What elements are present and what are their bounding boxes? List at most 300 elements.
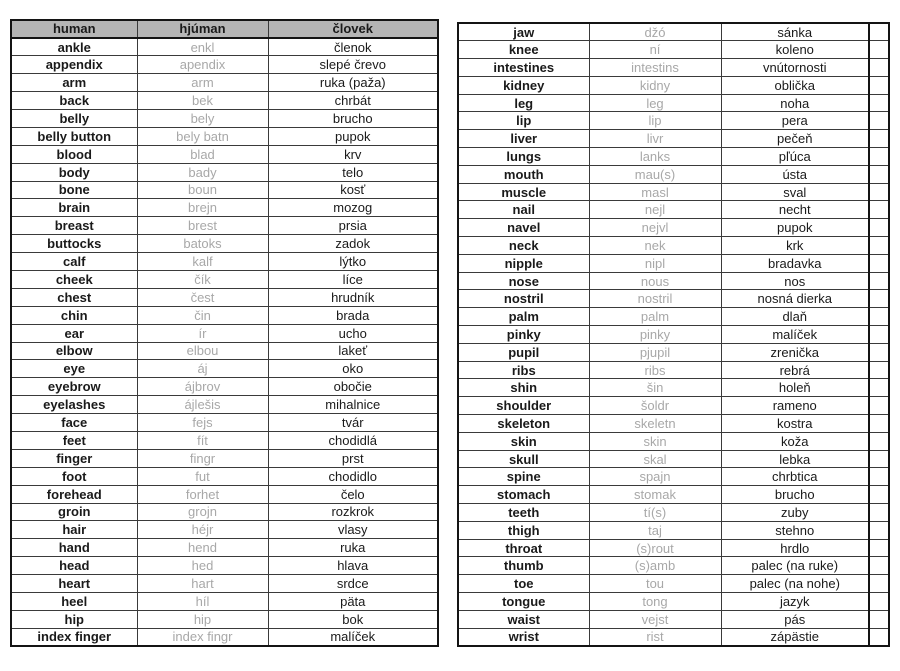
english-word-cell: navel (458, 219, 589, 237)
table-row (458, 94, 889, 112)
slovak-word-cell: rameno (721, 397, 869, 415)
table-row (458, 450, 889, 468)
phonetic-cell: čík (137, 270, 268, 288)
empty-cell (869, 94, 889, 112)
slovak-word-cell: hlava (268, 557, 438, 575)
slovak-word-cell: sánka (721, 23, 869, 41)
table-row (458, 539, 889, 557)
slovak-word-cell: nos (721, 272, 869, 290)
table-row (458, 610, 889, 628)
slovak-word-cell: chrbát (268, 92, 438, 110)
table-row (11, 628, 438, 646)
phonetic-cell: index fingr (137, 628, 268, 646)
table-row (458, 272, 889, 290)
phonetic-cell: bely batn (137, 127, 268, 145)
phonetic-cell: pinky (589, 326, 721, 344)
table-row (11, 557, 438, 575)
phonetic-cell: elbou (137, 342, 268, 360)
slovak-word-cell: srdce (268, 575, 438, 593)
table-row (11, 610, 438, 628)
table-row (458, 183, 889, 201)
english-word-cell: belly (11, 109, 137, 127)
english-word-cell: stomach (458, 486, 589, 504)
table-row (11, 449, 438, 467)
table-row (11, 235, 438, 253)
english-word-cell: skin (458, 432, 589, 450)
english-word-cell: hand (11, 539, 137, 557)
table-row (458, 593, 889, 611)
phonetic-cell: pjupil (589, 343, 721, 361)
table-row (11, 181, 438, 199)
table-row (11, 163, 438, 181)
empty-cell (869, 290, 889, 308)
table-row (458, 415, 889, 433)
phonetic-cell: ájlešis (137, 396, 268, 414)
phonetic-cell: čin (137, 306, 268, 324)
english-word-cell: forehead (11, 485, 137, 503)
phonetic-cell: héjr (137, 521, 268, 539)
empty-cell (869, 112, 889, 130)
slovak-word-cell: koža (721, 432, 869, 450)
phonetic-cell: enkl (137, 38, 268, 56)
table-row (458, 23, 889, 41)
english-word-cell: liver (458, 130, 589, 148)
phonetic-cell: boun (137, 181, 268, 199)
slovak-word-cell: necht (721, 201, 869, 219)
english-word-cell: skull (458, 450, 589, 468)
english-word-cell: pupil (458, 343, 589, 361)
slovak-word-cell: hrudník (268, 288, 438, 306)
table-row (458, 379, 889, 397)
table-row (458, 219, 889, 237)
slovak-word-cell: prsia (268, 217, 438, 235)
english-word-cell: thumb (458, 557, 589, 575)
empty-cell (869, 254, 889, 272)
slovak-word-cell: vnútornosti (721, 59, 869, 77)
table-row (11, 431, 438, 449)
phonetic-cell: kalf (137, 253, 268, 271)
slovak-word-cell: brada (268, 306, 438, 324)
english-word-cell: buttocks (11, 235, 137, 253)
table-row (458, 59, 889, 77)
table-row (11, 503, 438, 521)
slovak-word-cell: ucho (268, 324, 438, 342)
slovak-word-cell: zápästie (721, 628, 869, 646)
phonetic-cell: ír (137, 324, 268, 342)
vocabulary-table-left (10, 19, 439, 647)
empty-cell (869, 23, 889, 41)
table-row (458, 504, 889, 522)
english-word-cell: tongue (458, 593, 589, 611)
table-row (458, 326, 889, 344)
table-row (458, 468, 889, 486)
phonetic-cell: forhet (137, 485, 268, 503)
slovak-word-cell: lakeť (268, 342, 438, 360)
english-word-cell: cheek (11, 270, 137, 288)
slovak-word-cell: prst (268, 449, 438, 467)
slovak-word-cell: zuby (721, 504, 869, 522)
english-word-cell: heart (11, 575, 137, 593)
phonetic-cell: batoks (137, 235, 268, 253)
english-word-cell: spine (458, 468, 589, 486)
slovak-word-cell: čelo (268, 485, 438, 503)
empty-cell (869, 201, 889, 219)
table-row (11, 199, 438, 217)
table-row (458, 290, 889, 308)
slovak-word-cell: koleno (721, 41, 869, 59)
phonetic-cell: lip (589, 112, 721, 130)
english-word-cell: leg (458, 94, 589, 112)
slovak-word-cell: pera (721, 112, 869, 130)
slovak-word-cell: zadok (268, 235, 438, 253)
empty-cell (869, 183, 889, 201)
slovak-word-cell: pupok (268, 127, 438, 145)
english-word-cell: eyebrow (11, 378, 137, 396)
table-row (458, 254, 889, 272)
slovak-word-cell: malíček (721, 326, 869, 344)
phonetic-cell: intestins (589, 59, 721, 77)
slovak-word-cell: dlaň (721, 308, 869, 326)
english-word-cell: throat (458, 539, 589, 557)
table-row (11, 324, 438, 342)
empty-cell (869, 468, 889, 486)
slovak-word-cell: lebka (721, 450, 869, 468)
table-row (458, 148, 889, 166)
table-row (458, 237, 889, 255)
phonetic-cell: hed (137, 557, 268, 575)
table-row (11, 74, 438, 92)
english-word-cell: calf (11, 253, 137, 271)
table-row (458, 521, 889, 539)
slovak-word-cell: rebrá (721, 361, 869, 379)
phonetic-cell: skin (589, 432, 721, 450)
phonetic-cell: fejs (137, 414, 268, 432)
slovak-word-cell: stehno (721, 521, 869, 539)
english-word-cell: belly button (11, 127, 137, 145)
english-word-cell: ribs (458, 361, 589, 379)
empty-cell (869, 486, 889, 504)
slovak-word-cell: noha (721, 94, 869, 112)
table-row (11, 109, 438, 127)
english-word-cell: teeth (458, 504, 589, 522)
phonetic-cell: spajn (589, 468, 721, 486)
table-row (11, 38, 438, 56)
phonetic-cell: ájbrov (137, 378, 268, 396)
english-word-cell: breast (11, 217, 137, 235)
table-row (458, 165, 889, 183)
slovak-word-cell: pás (721, 610, 869, 628)
phonetic-cell: taj (589, 521, 721, 539)
empty-cell (869, 130, 889, 148)
slovak-word-cell: bok (268, 610, 438, 628)
slovak-word-cell: členok (268, 38, 438, 56)
english-word-cell: palm (458, 308, 589, 326)
slovak-word-cell: krk (721, 237, 869, 255)
english-word-cell: groin (11, 503, 137, 521)
english-word-cell: ankle (11, 38, 137, 56)
slovak-word-cell: päta (268, 593, 438, 611)
phonetic-cell: blad (137, 145, 268, 163)
empty-cell (869, 343, 889, 361)
table-row (11, 127, 438, 145)
empty-cell (869, 432, 889, 450)
empty-cell (869, 504, 889, 522)
phonetic-cell: hip (137, 610, 268, 628)
english-word-cell: foot (11, 467, 137, 485)
phonetic-cell: džó (589, 23, 721, 41)
phonetic-cell: nejvl (589, 219, 721, 237)
english-word-cell: face (11, 414, 137, 432)
english-word-cell: lungs (458, 148, 589, 166)
slovak-word-cell: tvár (268, 414, 438, 432)
table-row (11, 342, 438, 360)
phonetic-cell: fut (137, 467, 268, 485)
phonetic-cell: livr (589, 130, 721, 148)
slovak-word-cell: lýtko (268, 253, 438, 271)
slovak-word-cell: jazyk (721, 593, 869, 611)
header-slovak: človek (268, 20, 438, 38)
table-row (458, 201, 889, 219)
table-row (458, 361, 889, 379)
phonetic-cell: nostril (589, 290, 721, 308)
phonetic-cell: kidny (589, 76, 721, 94)
slovak-word-cell: bradavka (721, 254, 869, 272)
english-word-cell: ear (11, 324, 137, 342)
table-row (11, 288, 438, 306)
english-word-cell: nose (458, 272, 589, 290)
english-word-cell: hip (11, 610, 137, 628)
empty-cell (869, 610, 889, 628)
phonetic-cell: (s)amb (589, 557, 721, 575)
slovak-word-cell: ruka (268, 539, 438, 557)
english-word-cell: bone (11, 181, 137, 199)
slovak-word-cell: krv (268, 145, 438, 163)
table-row (11, 539, 438, 557)
phonetic-cell: šin (589, 379, 721, 397)
table-row (458, 557, 889, 575)
phonetic-cell: palm (589, 308, 721, 326)
phonetic-cell: hart (137, 575, 268, 593)
phonetic-cell: áj (137, 360, 268, 378)
table-row (458, 41, 889, 59)
english-word-cell: index finger (11, 628, 137, 646)
slovak-word-cell: chrbtica (721, 468, 869, 486)
table-row (11, 593, 438, 611)
header-english: human (11, 20, 137, 38)
slovak-word-cell: ústa (721, 165, 869, 183)
english-word-cell: chin (11, 306, 137, 324)
phonetic-cell: leg (589, 94, 721, 112)
table-row (11, 306, 438, 324)
empty-cell (869, 450, 889, 468)
empty-cell (869, 593, 889, 611)
english-word-cell: toe (458, 575, 589, 593)
slovak-word-cell: nosná dierka (721, 290, 869, 308)
phonetic-cell: skeletn (589, 415, 721, 433)
table-row (11, 253, 438, 271)
phonetic-cell: nejl (589, 201, 721, 219)
empty-cell (869, 76, 889, 94)
phonetic-cell: šoldr (589, 397, 721, 415)
empty-cell (869, 539, 889, 557)
phonetic-cell: tí(s) (589, 504, 721, 522)
table-row (11, 92, 438, 110)
phonetic-cell: bely (137, 109, 268, 127)
phonetic-cell: fít (137, 431, 268, 449)
table-row (11, 378, 438, 396)
table-row (11, 360, 438, 378)
phonetic-cell: nous (589, 272, 721, 290)
empty-cell (869, 557, 889, 575)
table-row (458, 628, 889, 646)
english-word-cell: mouth (458, 165, 589, 183)
phonetic-cell: tou (589, 575, 721, 593)
phonetic-cell: ribs (589, 361, 721, 379)
slovak-word-cell: zrenička (721, 343, 869, 361)
empty-cell (869, 237, 889, 255)
phonetic-cell: (s)rout (589, 539, 721, 557)
phonetic-cell: brest (137, 217, 268, 235)
table-row (11, 575, 438, 593)
empty-cell (869, 521, 889, 539)
phonetic-cell: masl (589, 183, 721, 201)
table-row (458, 308, 889, 326)
phonetic-cell: apendix (137, 56, 268, 74)
english-word-cell: waist (458, 610, 589, 628)
empty-cell (869, 326, 889, 344)
slovak-word-cell: holeň (721, 379, 869, 397)
vocabulary-table-right (457, 22, 890, 647)
slovak-word-cell: brucho (268, 109, 438, 127)
empty-cell (869, 59, 889, 77)
table-row (11, 145, 438, 163)
phonetic-cell: čest (137, 288, 268, 306)
english-word-cell: brain (11, 199, 137, 217)
slovak-word-cell: sval (721, 183, 869, 201)
phonetic-cell: nipl (589, 254, 721, 272)
english-word-cell: body (11, 163, 137, 181)
empty-cell (869, 148, 889, 166)
english-word-cell: blood (11, 145, 137, 163)
slovak-word-cell: rozkrok (268, 503, 438, 521)
slovak-word-cell: pečeň (721, 130, 869, 148)
empty-cell (869, 165, 889, 183)
slovak-word-cell: chodidlo (268, 467, 438, 485)
slovak-word-cell: pupok (721, 219, 869, 237)
table-row (458, 486, 889, 504)
slovak-word-cell: telo (268, 163, 438, 181)
table-row (11, 485, 438, 503)
slovak-word-cell: palec (na ruke) (721, 557, 869, 575)
slovak-word-cell: kostra (721, 415, 869, 433)
slovak-word-cell: líce (268, 270, 438, 288)
phonetic-cell: nek (589, 237, 721, 255)
english-word-cell: head (11, 557, 137, 575)
phonetic-cell: rist (589, 628, 721, 646)
phonetic-cell: bady (137, 163, 268, 181)
phonetic-cell: tong (589, 593, 721, 611)
english-word-cell: pinky (458, 326, 589, 344)
slovak-word-cell: mihalnice (268, 396, 438, 414)
empty-cell (869, 397, 889, 415)
english-word-cell: skeleton (458, 415, 589, 433)
phonetic-cell: fingr (137, 449, 268, 467)
english-word-cell: neck (458, 237, 589, 255)
english-word-cell: kidney (458, 76, 589, 94)
slovak-word-cell: palec (na nohe) (721, 575, 869, 593)
english-word-cell: wrist (458, 628, 589, 646)
phonetic-cell: ní (589, 41, 721, 59)
english-word-cell: back (11, 92, 137, 110)
empty-cell (869, 575, 889, 593)
english-word-cell: nipple (458, 254, 589, 272)
phonetic-cell: arm (137, 74, 268, 92)
empty-cell (869, 361, 889, 379)
english-word-cell: intestines (458, 59, 589, 77)
slovak-word-cell: hrdlo (721, 539, 869, 557)
phonetic-cell: lanks (589, 148, 721, 166)
english-word-cell: hair (11, 521, 137, 539)
table-row (11, 521, 438, 539)
table-row (458, 432, 889, 450)
english-word-cell: eyelashes (11, 396, 137, 414)
phonetic-cell: hend (137, 539, 268, 557)
english-word-cell: thigh (458, 521, 589, 539)
english-word-cell: arm (11, 74, 137, 92)
english-word-cell: muscle (458, 183, 589, 201)
slovak-word-cell: obočie (268, 378, 438, 396)
slovak-word-cell: mozog (268, 199, 438, 217)
slovak-word-cell: oko (268, 360, 438, 378)
table-row (458, 343, 889, 361)
slovak-word-cell: brucho (721, 486, 869, 504)
english-word-cell: feet (11, 431, 137, 449)
empty-cell (869, 415, 889, 433)
phonetic-cell: skal (589, 450, 721, 468)
english-word-cell: finger (11, 449, 137, 467)
english-word-cell: chest (11, 288, 137, 306)
phonetic-cell: híl (137, 593, 268, 611)
english-word-cell: shoulder (458, 397, 589, 415)
english-word-cell: nostril (458, 290, 589, 308)
empty-cell (869, 308, 889, 326)
table-row (458, 397, 889, 415)
table-row (458, 112, 889, 130)
english-word-cell: nail (458, 201, 589, 219)
slovak-word-cell: ruka (paža) (268, 74, 438, 92)
empty-cell (869, 41, 889, 59)
slovak-word-cell: vlasy (268, 521, 438, 539)
empty-cell (869, 272, 889, 290)
table-row (11, 414, 438, 432)
table-row (11, 217, 438, 235)
english-word-cell: shin (458, 379, 589, 397)
table-header-row (11, 20, 438, 38)
english-word-cell: heel (11, 593, 137, 611)
english-word-cell: knee (458, 41, 589, 59)
table-row (11, 396, 438, 414)
phonetic-cell: brejn (137, 199, 268, 217)
table-row (11, 467, 438, 485)
phonetic-cell: grojn (137, 503, 268, 521)
english-word-cell: elbow (11, 342, 137, 360)
slovak-word-cell: oblička (721, 76, 869, 94)
phonetic-cell: stomak (589, 486, 721, 504)
table-row (11, 270, 438, 288)
english-word-cell: appendix (11, 56, 137, 74)
phonetic-cell: vejst (589, 610, 721, 628)
table-row (458, 575, 889, 593)
